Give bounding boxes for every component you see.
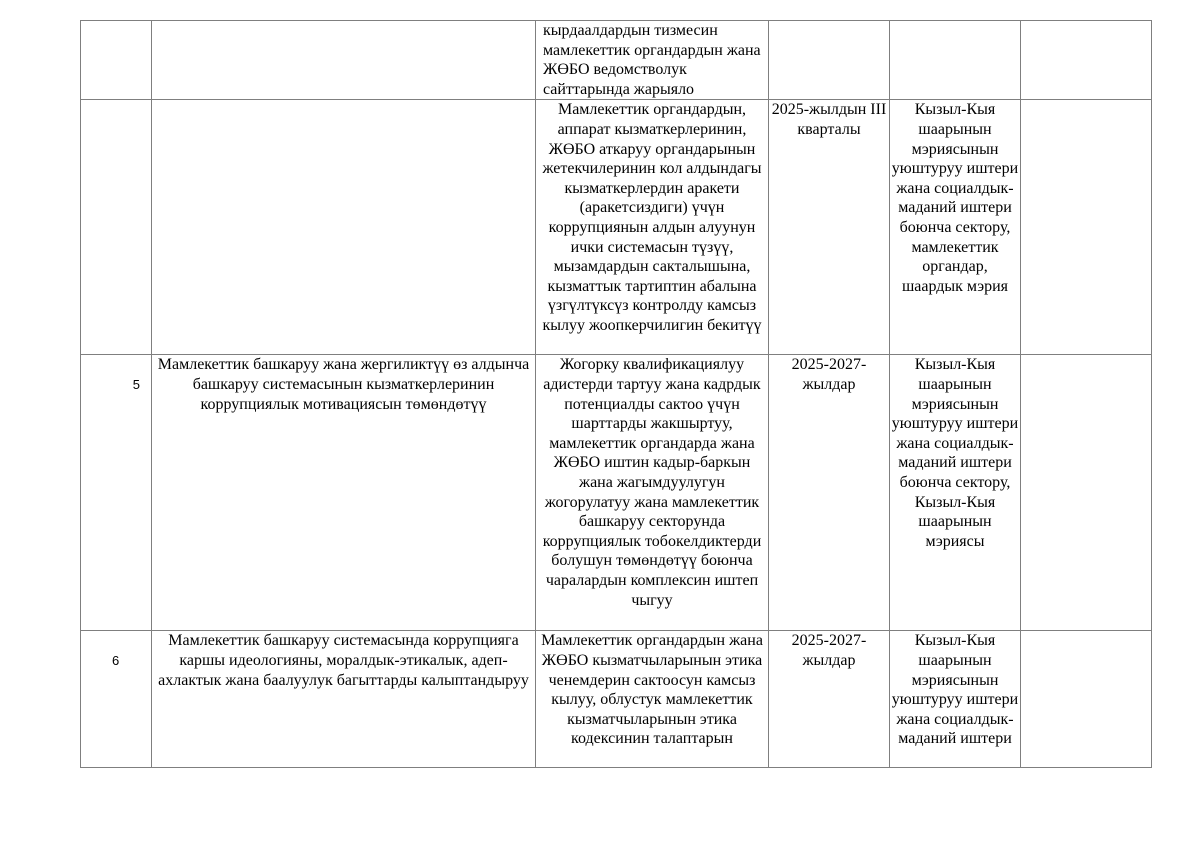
responsible-cell: Кызыл-Кыя шаарынын мэриясынын уюштуруу иштери жана социалдык-маданий иштери боюнча сектору, Кызыл-Кыя шаарынын мэриясы <box>890 355 1021 631</box>
deadline-cell <box>769 21 890 100</box>
deadline-cell: 2025-2027-жылдар <box>769 631 890 768</box>
measure-cell: Жогорку квалификациялуу адистерди тартуу жана кадрдык потенциалды сактоо үчүн шарттарды жакшыртуу, мамлекеттик органдарда жана ЖӨБО иштин кадыр-баркын жана жагымдуулугун жогорулатуу жана мамлекеттик башкаруу секторунда коррупциялык тобокелдиктерди болушун төмөндөтүү боюнча чаралардын комплексин иштеп чыгуу <box>536 355 769 631</box>
table-row <box>81 100 1152 355</box>
responsible-cell: Кызыл-Кыя шаарынын мэриясынын уюштуруу иштери жана социалдык-маданий иштери боюнча сектору, мамлекеттик органдар, шаардык мэрия <box>890 100 1021 355</box>
task-cell <box>152 100 536 355</box>
deadline-cell: 2025-2027-жылдар <box>769 355 890 631</box>
table-row <box>81 21 1152 100</box>
note-cell <box>1021 100 1152 355</box>
task-cell: Мамлекеттик башкаруу системасында коррупцияга каршы идеологияны, моралдык-этикалык, адеп-ахлактык жана баалуулук багыттарды калыптандыруу <box>152 631 536 768</box>
deadline-cell: 2025-жылдын III кварталы <box>769 100 890 355</box>
table-row <box>81 631 1152 768</box>
responsible-cell <box>890 21 1021 100</box>
row-number-cell <box>81 100 152 355</box>
measure-cell: Мамлекеттик органдардын, аппарат кызматкерлеринин, ЖӨБО аткаруу органдарынын жетекчилеринин кол алдындагы кызматкерлердин аракети (аракетсиздиги) үчүн коррупциянын алдын алуунун ички системасын түзүү, мызамдардын сакталышына, кызматтык тартиптин абалына үзгүлтүксүз контролду камсыз кылуу жоопкерчилигин бекитүү <box>536 100 769 355</box>
measure-cell: Мамлекеттик органдардын жана ЖӨБО кызматчыларынын этика ченемдерин сактоосун камсыз кылуу, облустук мамлекеттик кызматчыларынын этика кодексинин талаптарын <box>536 631 769 768</box>
row-number-cell <box>81 21 152 100</box>
table-row <box>81 355 1152 631</box>
task-cell <box>152 21 536 100</box>
responsible-cell: Кызыл-Кыя шаарынын мэриясынын уюштуруу иштери жана социалдык-маданий иштери <box>890 631 1021 768</box>
note-cell <box>1021 631 1152 768</box>
note-cell <box>1021 21 1152 100</box>
action-plan-table <box>80 20 1152 768</box>
measure-cell: кырдаалдардын тизмесин мамлекеттик органдардын жана ЖӨБО ведомстволук сайттарында жарыяло <box>536 21 769 100</box>
task-cell: Мамлекеттик башкаруу жана жергиликтүү өз алдынча башкаруу системасынын кызматкерлеринин коррупциялык мотивациясын төмөндөтүү <box>152 355 536 631</box>
note-cell <box>1021 355 1152 631</box>
row-number-cell: 5 <box>81 355 152 631</box>
row-number-cell: 6 <box>81 631 152 768</box>
